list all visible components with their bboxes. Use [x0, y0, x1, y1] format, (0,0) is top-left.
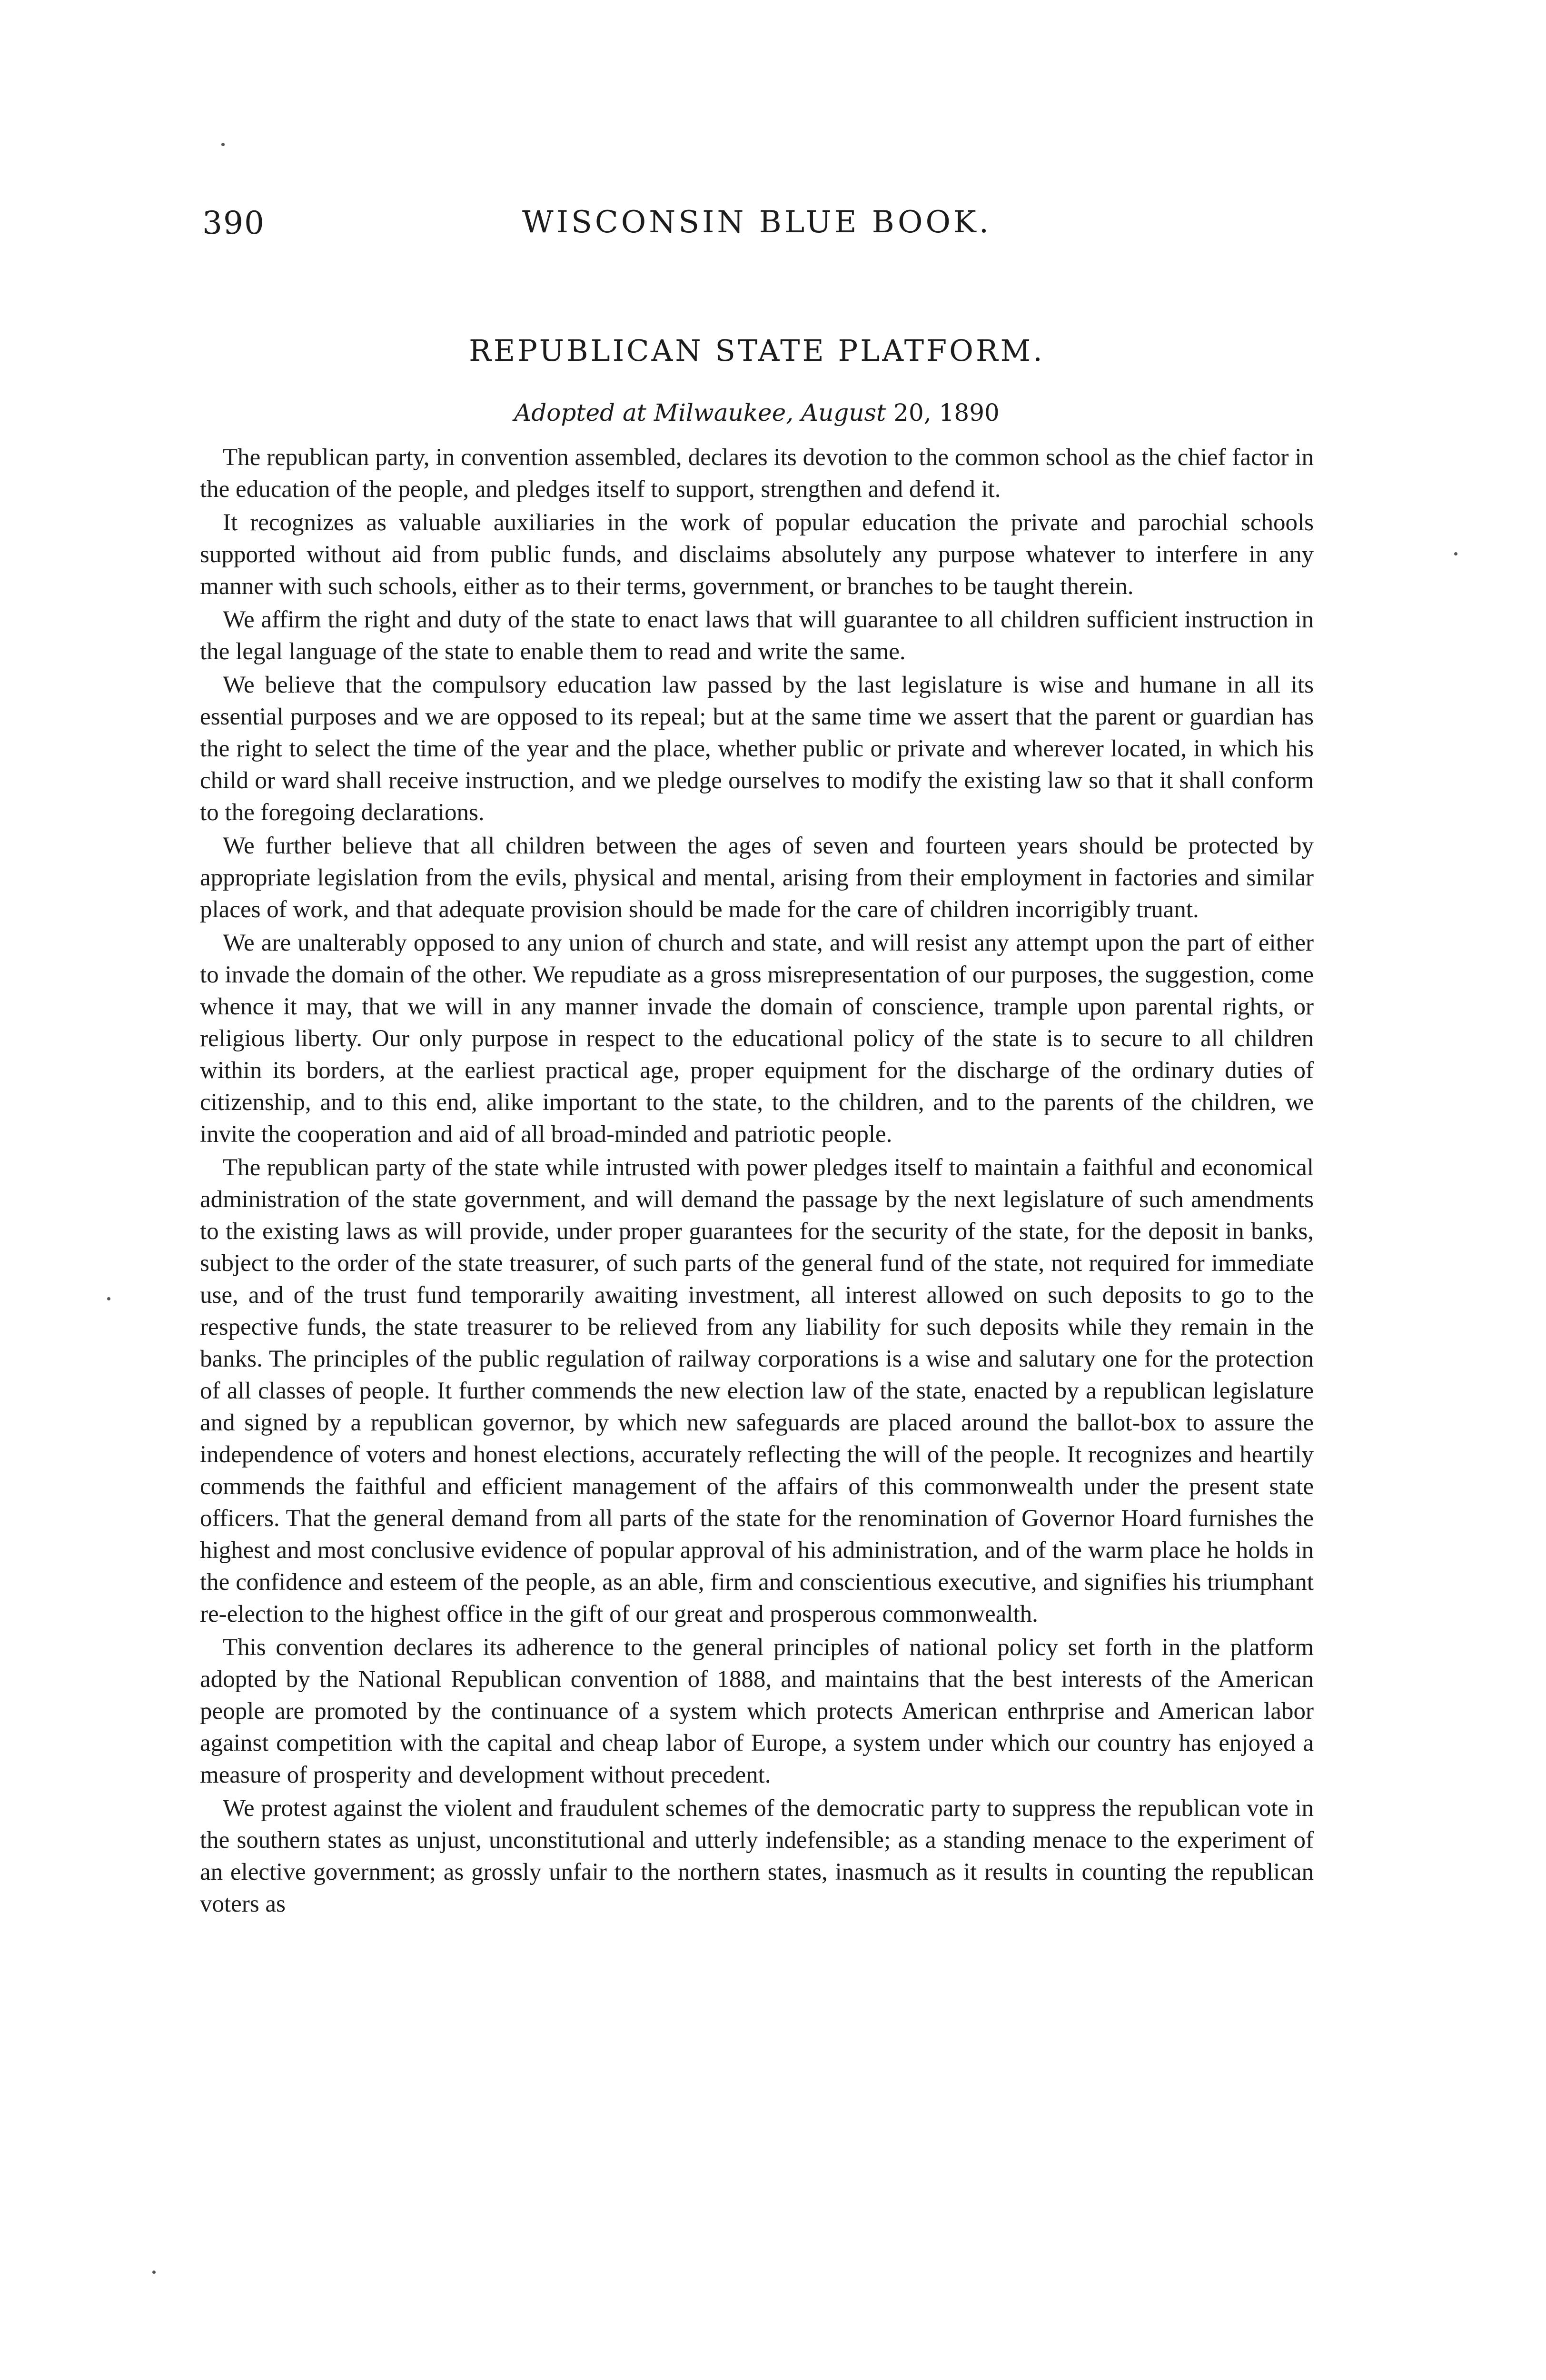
paper-speck: [107, 1297, 110, 1300]
page-number: 390: [202, 205, 265, 241]
paragraph: This convention declares its adherence to the general principles of national policy set forth in the platform adopted by the National Republican convention of 1888, and maintains that the best interests of the American people are promoted by the continuance of a system which protects American enthrprise and American labor against competition with the capital and cheap labor of Europe, a system under which our country has enjoyed a measure of prosperity and development without precedent.: [200, 1634, 1314, 1788]
paper-speck: [221, 143, 225, 146]
article-body: [200, 442, 1314, 1922]
paragraph: We believe that the compulsory education law passed by the last legislature is wise and humane in all its essential purposes and we are opposed to its repeal; but at the same time we assert that the parent or guardian has the right to select the time of the year and the place, whether public or private and wherever located, in which his child or ward shall receive instruction, and we pledge ourselves to modify the existing law so that it shall conform to the foregoing declarations.: [200, 672, 1314, 826]
paragraph: The republican party, in convention assembled, declares its devotion to the common school as the chief factor in the education of the people, and pledges itself to support, strengthen and defend it.: [200, 444, 1314, 503]
paragraph: It recognizes as valuable auxiliaries in the work of popular education the private and parochial schools supported without aid from public funds, and disclaims absolutely any purpose whatever to interfere in any manner with such schools, either as to their terms, government, or branches to be taught therein.: [200, 509, 1314, 600]
paper-speck: [152, 2271, 156, 2274]
paragraph: We affirm the right and duty of the state to enact laws that will guarantee to all children sufficient instruction in the legal language of the state to enable them to read and write the same.: [200, 606, 1314, 665]
running-head: WISCONSIN BLUE BOOK.: [522, 205, 992, 240]
subtitle-place: Adopted at Milwaukee, August: [514, 399, 886, 426]
paper-speck: [1454, 552, 1457, 555]
subtitle-date: 20, 1890: [886, 399, 1000, 426]
paragraph: The republican party of the state while intrusted with power pledges itself to maintain a faithful and economical administration of the state government, and will demand the passage by the next legislature of such amendments to the existing laws as will provide, under proper guarantees for the security of the state, for the deposit in banks, subject to the order of the state treasurer, of such parts of the general fund of the state, not required for immediate use, and of the trust fund temporarily awaiting investment, all interest allowed on such deposits to go to the respective funds, the state treasurer to be relieved from any liability for such deposits while they remain in the banks. The principles of the public regulation of railway corporations is a wise and salutary one for the protection of all classes of people. It further commends the new election law of the state, enacted by a republican legislature and signed by a republican governor, by which new safeguards are placed around the ballot-box to assure the independence of voters and honest elections, accurately reflecting the will of the people. It recognizes and heartily commends the faithful and efficient management of the affairs of this commonwealth under the present state officers. That the general demand from all parts of the state for the renomination of Governor Hoard furnishes the highest and most conclusive evidence of popular approval of his administration, and of the warm place he holds in the confidence and esteem of the people, as an able, firm and conscientious executive, and signifies his triumphant re-election to the highest office in the gift of our great and prosperous commonwealth.: [200, 1154, 1314, 1627]
paragraph: We are unalterably opposed to any union of church and state, and will resist any attempt upon the part of either to invade the domain of the other. We repudiate as a gross misrepresentation of our purposes, the suggestion, come whence it may, that we will in any manner invade the domain of conscience, trample upon parental rights, or religious liberty. Our only purpose in respect to the educational policy of the state is to secure to all children within its borders, at the earliest practical age, proper equipment for the discharge of the ordinary duties of citizenship, and to this end, alike important to the state, to the children, and to the parents of the children, we invite the cooperation and aid of all broad-minded and patriotic people.: [200, 930, 1314, 1148]
article-subtitle: [202, 399, 1311, 426]
article-title: REPUBLICAN STATE PLATFORM.: [469, 333, 1045, 368]
page-header: [202, 205, 1311, 252]
paragraph: We protest against the violent and fraudulent schemes of the democratic party to suppress the republican vote in the southern states as unjust, unconstitutional and utterly indefensible; as a standing menace to the experiment of an elective government; as grossly unfair to the northern states, inasmuch as it results in counting the republican voters as: [200, 1795, 1314, 1917]
paragraph: We further believe that all children between the ages of seven and fourteen years should be protected by appropriate legislation from the evils, physical and mental, arising from their employment in factories and similar places of work, and that adequate provision should be made for the care of children incorrigibly truant.: [200, 833, 1314, 923]
